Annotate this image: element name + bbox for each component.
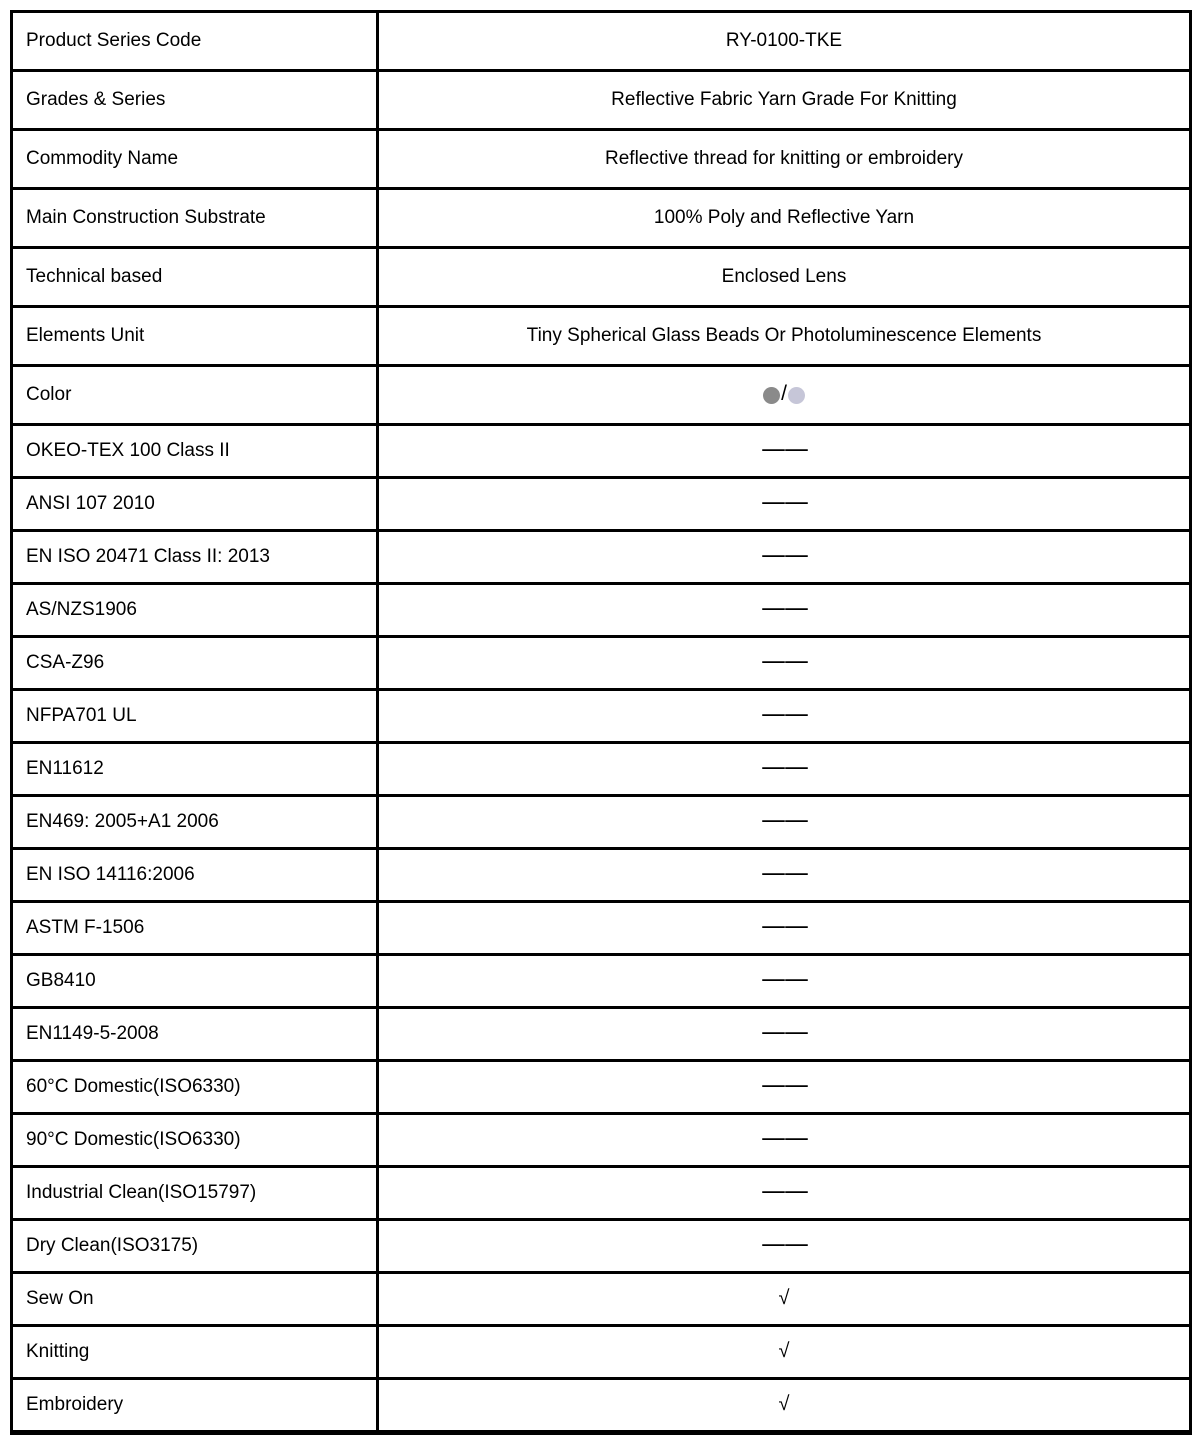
row-value-cell [378, 478, 1191, 531]
row-label: CSA-Z96 [12, 637, 378, 690]
row-label: Product Series Code [12, 12, 378, 71]
product-spec-table [10, 10, 1192, 1435]
table-row [12, 1008, 1191, 1061]
table-row [12, 130, 1191, 189]
table-row [12, 531, 1191, 584]
row-label: Commodity Name [12, 130, 378, 189]
row-label: EN469: 2005+A1 2006 [12, 796, 378, 849]
row-value-cell [378, 366, 1191, 425]
table-row [12, 1114, 1191, 1167]
row-value-cell [378, 1273, 1191, 1326]
row-value-cell [378, 1167, 1191, 1220]
row-value-cell [378, 637, 1191, 690]
row-label: NFPA701 UL [12, 690, 378, 743]
row-label: GB8410 [12, 955, 378, 1008]
row-value: 100% Poly and Reflective Yarn [378, 189, 1191, 248]
table-row [12, 1273, 1191, 1326]
row-label: Industrial Clean(ISO15797) [12, 1167, 378, 1220]
table-row [12, 955, 1191, 1008]
row-label: Dry Clean(ISO3175) [12, 1220, 378, 1273]
row-label: Elements Unit [12, 307, 378, 366]
row-value: RY-0100-TKE [378, 12, 1191, 71]
dash-mark: —— [761, 751, 807, 781]
dash-mark: —— [761, 857, 807, 887]
table-row [12, 849, 1191, 902]
check-mark: √ [778, 1340, 790, 1363]
dash-mark: —— [761, 1069, 807, 1099]
row-value: Tiny Spherical Glass Beads Or Photoluminescence Elements [378, 307, 1191, 366]
row-label: 60°C Domestic(ISO6330) [12, 1061, 378, 1114]
table-row [12, 637, 1191, 690]
row-value-cell [378, 796, 1191, 849]
row-value-cell [378, 1326, 1191, 1379]
table-row [12, 478, 1191, 531]
row-value-cell [378, 1114, 1191, 1167]
row-value-cell [378, 690, 1191, 743]
row-label: ASTM F-1506 [12, 902, 378, 955]
row-label: EN ISO 20471 Class II: 2013 [12, 531, 378, 584]
table-row [12, 1061, 1191, 1114]
row-label: Sew On [12, 1273, 378, 1326]
dash-mark: —— [761, 1016, 807, 1046]
spec-table-body [12, 12, 1191, 1433]
row-label: EN11612 [12, 743, 378, 796]
table-row [12, 902, 1191, 955]
check-mark: √ [778, 1393, 790, 1416]
table-row [12, 12, 1191, 71]
table-row [12, 1379, 1191, 1433]
row-value-cell [378, 425, 1191, 478]
dash-mark: —— [761, 910, 807, 940]
table-row [12, 1326, 1191, 1379]
table-row [12, 248, 1191, 307]
row-label: Technical based [12, 248, 378, 307]
dash-mark: —— [761, 592, 807, 622]
dash-mark: —— [761, 963, 807, 993]
row-label: Embroidery [12, 1379, 378, 1433]
table-row [12, 307, 1191, 366]
dash-mark: —— [761, 645, 807, 675]
table-row [12, 743, 1191, 796]
row-label: EN ISO 14116:2006 [12, 849, 378, 902]
row-label: Color [12, 366, 378, 425]
row-value: Reflective thread for knitting or embroidery [378, 130, 1191, 189]
row-value-cell [378, 531, 1191, 584]
dash-mark: —— [761, 1228, 807, 1258]
color-separator: / [781, 381, 787, 405]
dash-mark: —— [761, 539, 807, 569]
row-value-cell [378, 849, 1191, 902]
table-row [12, 584, 1191, 637]
row-label: Main Construction Substrate [12, 189, 378, 248]
table-row [12, 690, 1191, 743]
row-value-cell [378, 902, 1191, 955]
table-row [12, 366, 1191, 425]
row-value-cell [378, 1061, 1191, 1114]
row-value-cell [378, 584, 1191, 637]
color-swatch-gray [763, 387, 780, 404]
row-value-cell [378, 1220, 1191, 1273]
row-value-cell [378, 1379, 1191, 1433]
row-value-cell [378, 955, 1191, 1008]
dash-mark: —— [761, 698, 807, 728]
row-label: AS/NZS1906 [12, 584, 378, 637]
dash-mark: —— [761, 486, 807, 516]
row-label: Knitting [12, 1326, 378, 1379]
row-label: 90°C Domestic(ISO6330) [12, 1114, 378, 1167]
row-label: ANSI 107 2010 [12, 478, 378, 531]
dash-mark: —— [761, 1122, 807, 1152]
table-row [12, 1167, 1191, 1220]
row-value-cell [378, 1008, 1191, 1061]
row-label: Grades & Series [12, 71, 378, 130]
row-label: OKEO-TEX 100 Class II [12, 425, 378, 478]
check-mark: √ [778, 1287, 790, 1310]
row-value-cell [378, 743, 1191, 796]
row-value: Enclosed Lens [378, 248, 1191, 307]
dash-mark: —— [761, 804, 807, 834]
table-row [12, 189, 1191, 248]
table-row [12, 425, 1191, 478]
dash-mark: —— [761, 433, 807, 463]
row-label: EN1149-5-2008 [12, 1008, 378, 1061]
table-row [12, 1220, 1191, 1273]
table-row [12, 71, 1191, 130]
color-swatch-lavender [788, 387, 805, 404]
dash-mark: —— [761, 1175, 807, 1205]
row-value: Reflective Fabric Yarn Grade For Knitting [378, 71, 1191, 130]
table-row [12, 796, 1191, 849]
